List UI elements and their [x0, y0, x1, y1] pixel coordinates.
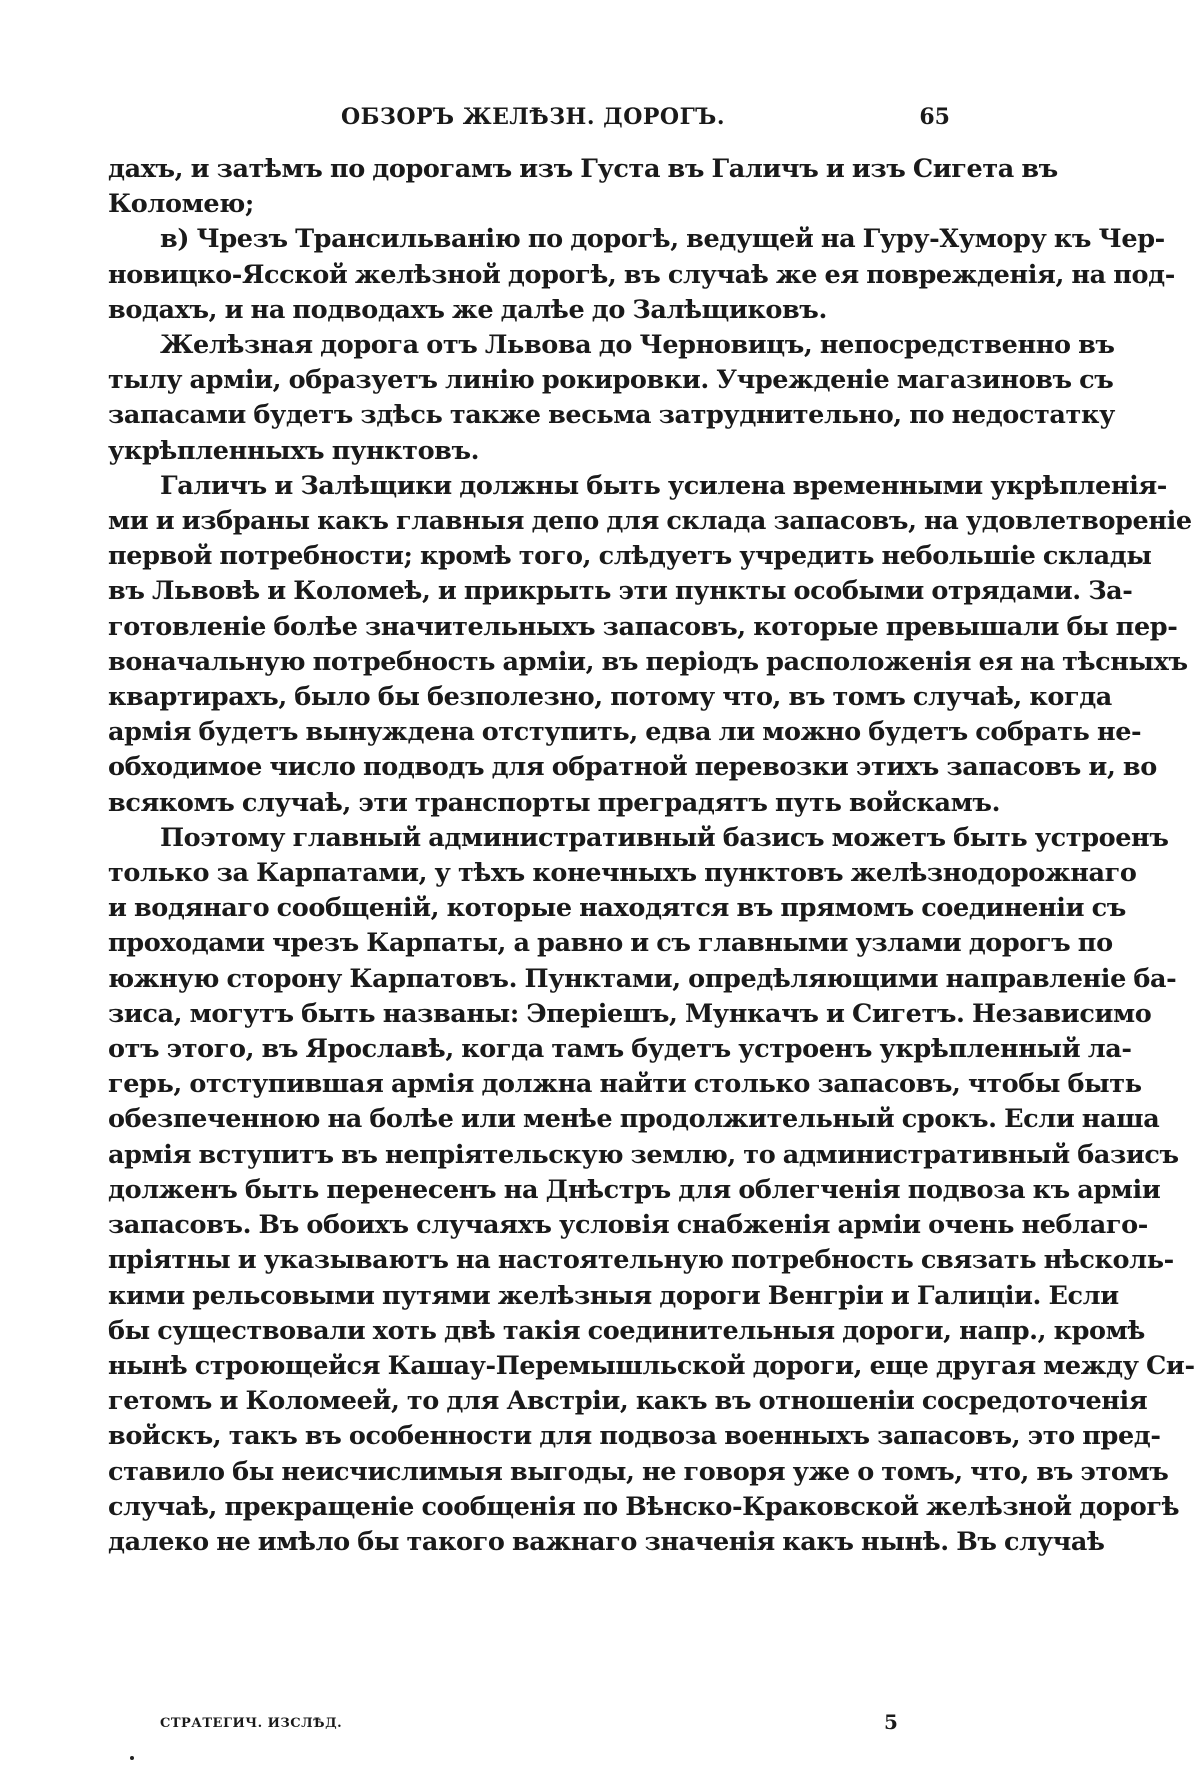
paragraph — [108, 469, 1192, 821]
page-footer — [108, 1710, 958, 1746]
body-text — [108, 152, 1195, 1560]
text-line: армія вступитъ въ непріятельскую землю, то административный базисъ — [108, 1139, 1179, 1170]
text-line: проходами чрезъ Карпаты, а равно и съ главными узлами дорогъ по — [108, 928, 1113, 959]
text-line: войскъ, такъ въ особенности для подвоза военныхъ запасовъ, это пред- — [108, 1421, 1161, 1452]
text-line: обезпеченною на болѣе или менѣе продолжительный срокъ. Если наша — [108, 1104, 1160, 1135]
running-title: ОБЗОРЪ ЖЕЛѢЗН. ДОРОГЪ. — [341, 104, 725, 130]
signature-number: 5 — [884, 1710, 898, 1734]
text-line: запасами будетъ здѣсь также весьма затруднительно, по недостатку — [108, 400, 1115, 431]
text-line: зиса, могутъ быть названы: Эперіешъ, Мункачъ и Сигетъ. Независимо — [108, 998, 1152, 1029]
text-line: кими рельсовыми путями желѣзныя дороги Венгріи и Галиціи. Если — [108, 1280, 1119, 1311]
text-line: новицко-Ясской желѣзной дорогѣ, въ случаѣ же ея поврежденія, на под- — [108, 259, 1175, 290]
text-line: квартирахъ, было бы безполезно, потому что, въ томъ случаѣ, когда — [108, 682, 1112, 713]
text-line: ставило бы неисчислимыя выгоды, не говоря уже о томъ, что, въ этомъ — [108, 1456, 1169, 1487]
running-head — [108, 104, 958, 144]
page-number: 65 — [919, 104, 950, 130]
text-line: долженъ быть перенесенъ на Днѣстръ для облегченія подвоза къ арміи — [108, 1174, 1161, 1205]
text-line: пріятны и указываютъ на настоятельную потребность связать нѣсколь- — [108, 1245, 1174, 1276]
text-line: воначальную потребность арміи, въ періодъ расположенія ея на тѣсныхъ — [108, 646, 1188, 677]
paragraph — [108, 152, 1058, 222]
text-line: тылу арміи, образуетъ линію рокировки. Учрежденіе магазиновъ съ — [108, 365, 1114, 396]
text-line: отъ этого, въ Ярославѣ, когда тамъ будетъ устроенъ укрѣпленный ла- — [108, 1034, 1132, 1065]
text-line: южную сторону Карпатовъ. Пунктами, опредѣляющими направленіе ба- — [108, 963, 1177, 994]
text-line: всякомъ случаѣ, эти транспорты преградятъ путь войскамъ. — [108, 787, 1001, 818]
text-line: готовленіе болѣе значительныхъ запасовъ, которые превышали бы пер- — [108, 611, 1178, 642]
paragraph — [108, 821, 1195, 1560]
text-line: бы существовали хоть двѣ такія соединительныя дороги, напр., кромѣ — [108, 1315, 1145, 1346]
text-line: укрѣпленныхъ пунктовъ. — [108, 435, 480, 466]
text-line: в) Чрезъ Трансильванію по дорогѣ, ведущей на Гуру-Хумору къ Чер- — [160, 224, 1165, 255]
text-line: дахъ, и затѣмъ по дорогамъ изъ Густа въ Галичъ и изъ Сигета въ — [108, 154, 1058, 184]
text-line: армія будетъ вынуждена отступить, едва ли можно будетъ собрать не- — [108, 717, 1142, 748]
text-line: далеко не имѣло бы такого важнаго значенія какъ нынѣ. Въ случаѣ — [108, 1526, 1105, 1557]
printer-signature: СТРАТЕГИЧ. ИЗСЛѢД. — [160, 1716, 343, 1731]
text-line: только за Карпатами, у тѣхъ конечныхъ пунктовъ желѣзнодорожнаго — [108, 858, 1137, 889]
text-line: ми и избраны какъ главныя депо для склада запасовъ, на удовлетвореніе — [108, 506, 1192, 537]
text-line: Поэтому главный административный базисъ можетъ быть устроенъ — [160, 822, 1169, 853]
text-line: случаѣ, прекращеніе сообщенія по Вѣнско-Краковской желѣзной дорогѣ — [108, 1491, 1180, 1522]
text-line: Желѣзная дорога отъ Львова до Черновицъ, непосредственно въ — [160, 330, 1115, 361]
paragraph — [108, 222, 1175, 328]
text-line: Галичъ и Залѣщики должны быть усилена временными укрѣпленія- — [160, 470, 1167, 501]
text-line: Коломею; — [108, 189, 254, 220]
text-line: первой потребности; кромѣ того, слѣдуетъ учредить небольшіе склады — [108, 541, 1152, 572]
text-line: водахъ, и на подводахъ же далѣе до Залѣщиковъ. — [108, 294, 827, 325]
text-line: въ Львовѣ и Коломеѣ, и прикрыть эти пункты особыми отрядами. За- — [108, 576, 1133, 607]
text-line: гетомъ и Коломеей, то для Австріи, какъ въ отношеніи сосредоточенія — [108, 1386, 1148, 1417]
ink-speck — [130, 1756, 134, 1760]
text-line: запасовъ. Въ обоихъ случаяхъ условія снабженія арміи очень неблаго- — [108, 1210, 1148, 1241]
text-line: обходимое число подводъ для обратной перевозки этихъ запасовъ и, во — [108, 752, 1157, 783]
text-line: нынѣ строющейся Кашау-Перемышльской дороги, еще другая между Си- — [108, 1350, 1195, 1381]
paragraph — [108, 328, 1115, 469]
text-line: герь, отступившая армія должна найти столько запасовъ, чтобы быть — [108, 1069, 1142, 1100]
text-line: и водянаго сообщеній, которые находятся въ прямомъ соединеніи съ — [108, 893, 1126, 924]
